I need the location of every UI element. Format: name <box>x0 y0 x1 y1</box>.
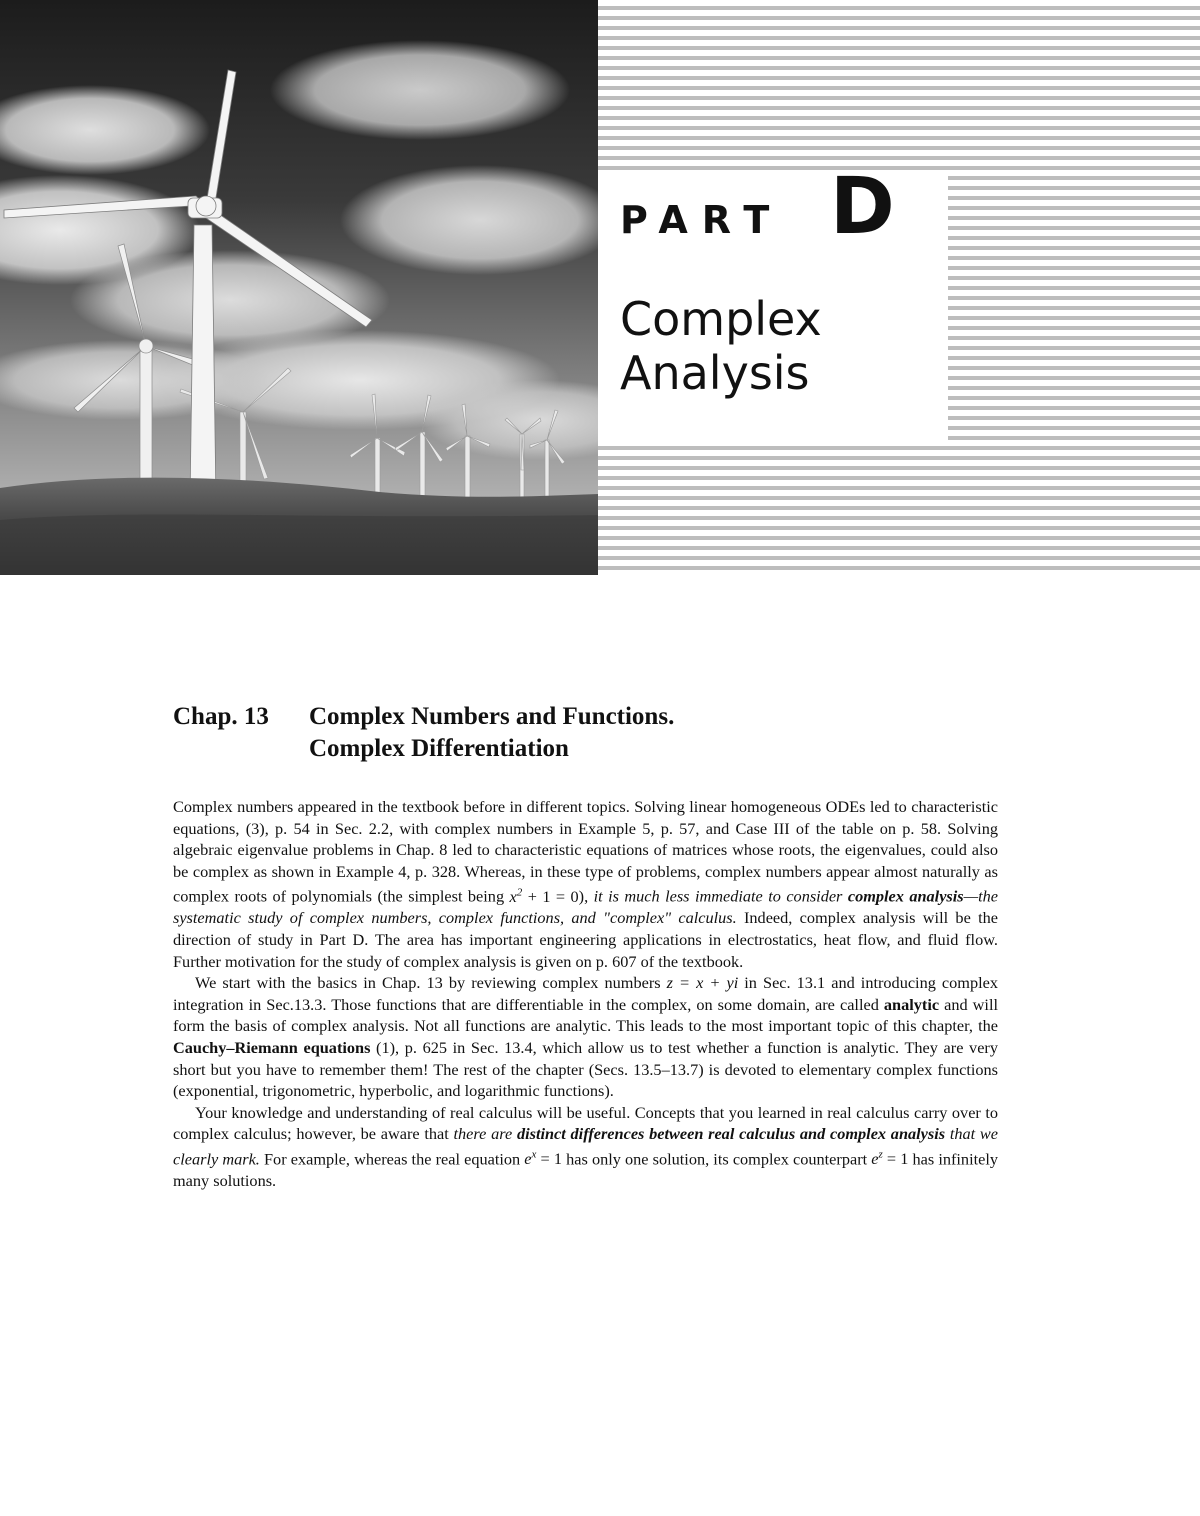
math-expression: z = x + yi <box>666 973 739 993</box>
math-expression: $x^2 + 1 = 0$ <box>509 886 579 906</box>
part-title-line: Complex <box>620 292 822 346</box>
part-letter: D <box>830 162 895 252</box>
term-analytic: analytic <box>883 994 940 1014</box>
part-title <box>620 292 822 400</box>
chapter-number: Chap. 13 <box>173 703 269 730</box>
emphasis: there are distinct differences between real calculus and complex analysis that we clearly mark. <box>173 1124 998 1169</box>
chapter-title-line: Complex Numbers and Functions. <box>309 703 675 730</box>
paragraph: We start with the basics in Chap. 13 by reviewing complex numbers z = x + yi in Sec. 13.1 and introducing complex integration in Sec.13.3. Those functions that are differentiable in the complex, on some domain, are called analytic and will form the basis of complex analysis. Not all functions are analytic. This leads to the most important topic of this chapter, the Cauchy–Riemann equations (1), p. 625 in Sec. 13.4, which allow us to test whether a function is analytic. They are very short but you have to remember them! The rest of the chapter (Secs. 13.5–13.7) is devoted to elementary complex functions (exponential, trigonometric, hyperbolic, and logarithmic functions). <box>173 973 998 1101</box>
chapter-title <box>309 701 674 765</box>
paragraph: Complex numbers appeared in the textbook before in different topics. Solving linear homogeneous ODEs led to characteristic equations, (3), p. 54 in Sec. 2.2, with complex numbers in Example 5, p. 57, and Case III of the table on p. 58. Solving algebraic eigenvalue problems in Chap. 8 led to characteristic equations of matrices whose roots, the eigenvalues, could also be complex as shown in Example 4, p. 328. Whereas, in these type of problems, complex numbers appear almost naturally as complex roots of polynomials (the simplest being $x^2 + 1 = 0$), it is much less immediate to consider complex analysis—the systematic study of complex numbers, complex functions, and "complex" calculus. Indeed, complex analysis will be the direction of study in Part D. The area has important engineering applications in electrostatics, heat flow, and fluid flow. Further motivation for the study of complex analysis is given on p. 607 of the textbook. <box>173 797 999 971</box>
part-title-line: Analysis <box>620 346 810 400</box>
wind-turbine-photo <box>0 0 598 575</box>
math-expression: $e^x = 1$ <box>524 1148 562 1169</box>
term-cauchy-riemann: Cauchy–Riemann equations <box>173 1037 371 1057</box>
wind-turbine-illustration <box>0 0 598 575</box>
paragraph: Your knowledge and understanding of real calculus will be useful. Concepts that you learned in real calculus carry over to complex calculus; however, be aware that there are distinct differences between real calculus and complex analysis that we clearly mark. For example, whereas the real equation $e^x = 1$ has only one solution, its complex counterpart $e^z = 1$ has infinitely many solutions. <box>173 1102 999 1190</box>
chapter-title-line: Complex Differentiation <box>309 735 569 762</box>
chapter-intro <box>173 796 998 1192</box>
math-expression: $e^z = 1$ <box>871 1148 909 1169</box>
part-label: PART <box>620 198 784 242</box>
emphasis: it is much less immediate to consider complex analysis—the systematic study of complex numbers, complex functions, and "complex" calculus. <box>173 886 999 928</box>
